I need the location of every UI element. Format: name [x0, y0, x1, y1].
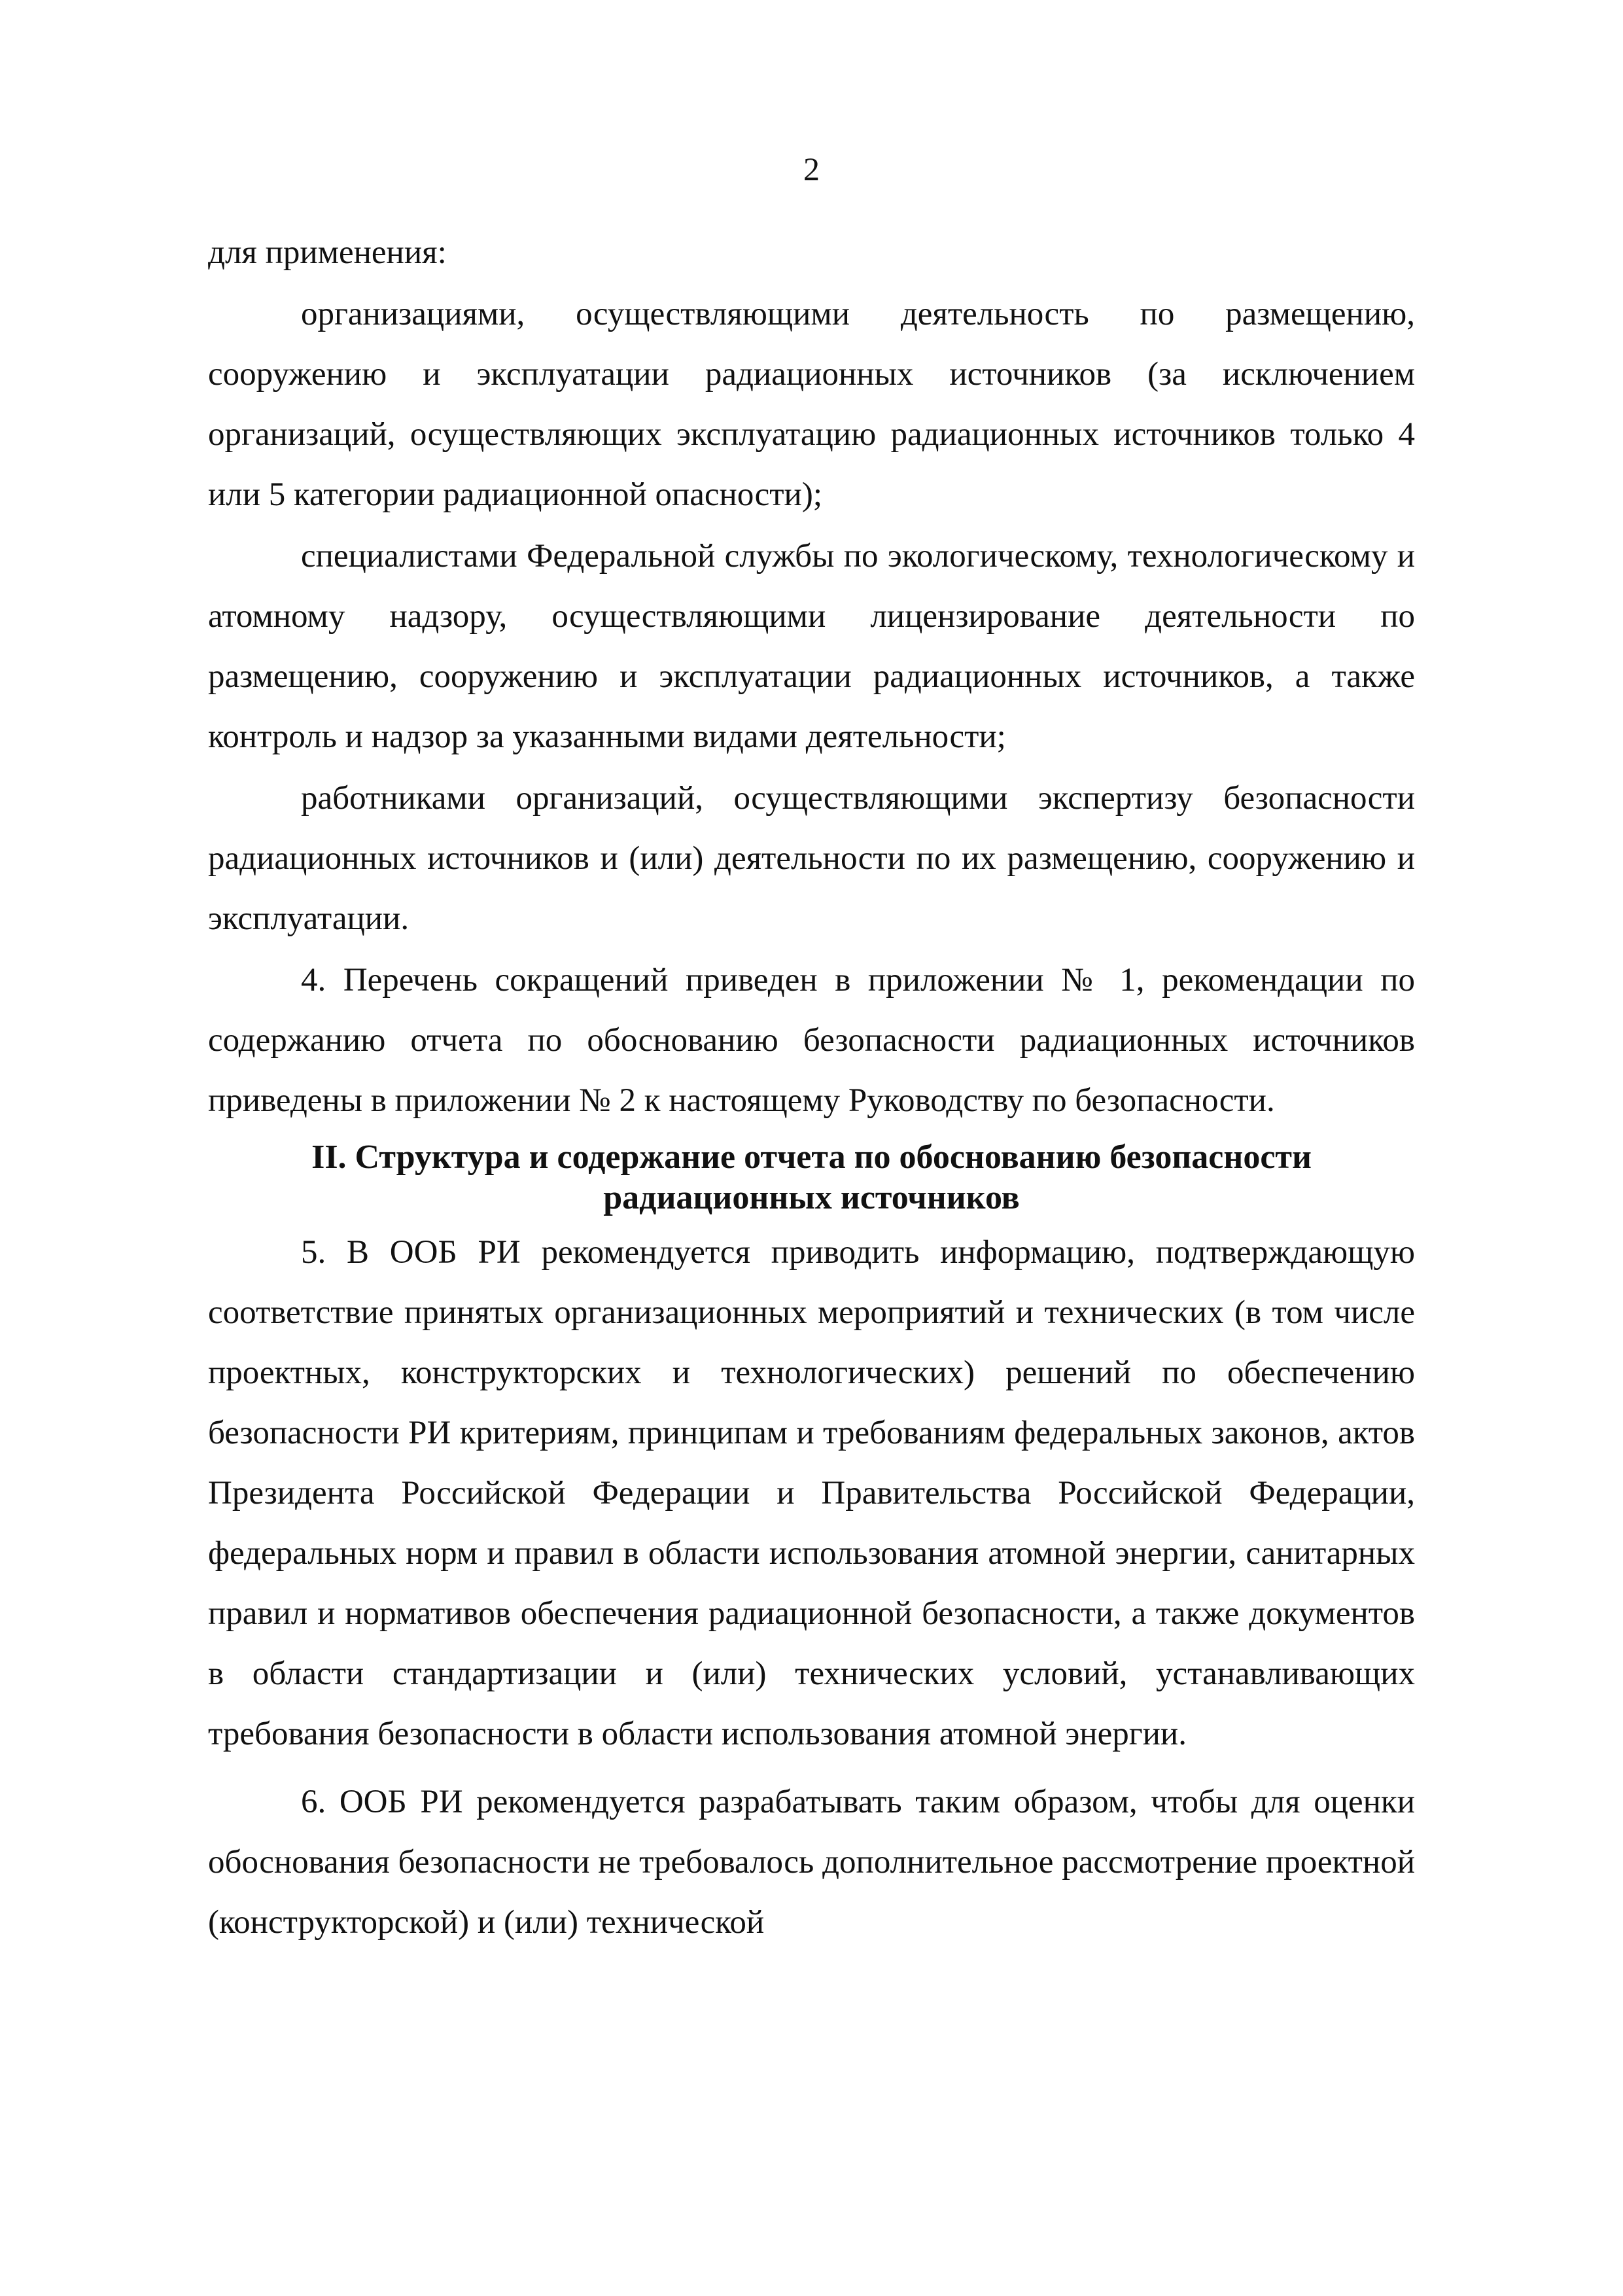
- page-number: 2: [803, 150, 820, 187]
- paragraph-6: 6. ООБ РИ рекомендуется разрабатывать таким образом, чтобы для оценки обоснования безопасности не требовалось дополнительное рассмотрение проектной (конструкторской) и (или) технической: [208, 1784, 1415, 1941]
- paragraph-5: 5. В ООБ РИ рекомендуется приводить информацию, подтверждающую соответствие принятых организационных мероприятий и технических (в том числе проектных, конструкторских и технологических) решений по обеспечению безопасности РИ критериям, принципам и требованиям федеральных законов, актов Президента Российской Федерации и Правительства Российской Федерации, федеральных норм и правил в области использования атомной энергии, санитарных правил и нормативов обеспечения радиационной безопасности, а также документов в области стандартизации и (или) технических условий, устанавливающих требования безопасности в области использования атомной энергии.: [208, 1234, 1415, 1752]
- paragraph-4: 4. Перечень сокращений приведен в приложении № 1, рекомендации по содержанию отчета по обоснованию безопасности радиационных источников приведены в приложении № 2 к настоящему Руководству по безопасности.: [208, 962, 1415, 1119]
- list-item-workers: работниками организаций, осуществляющими экспертизу безопасности радиационных источников и (или) деятельности по их размещению, сооружению и эксплуатации.: [208, 780, 1415, 937]
- section-heading-line-1: II. Структура и содержание отчета по обоснованию безопасности: [311, 1139, 1312, 1176]
- list-item-specialists: специалистами Федеральной службы по экологическому, технологическому и атомному надзору, осуществляющими лицензирование деятельности по размещению, сооружению и эксплуатации радиационных источников, а также контроль и надзор за указанными видами деятельности;: [208, 538, 1415, 755]
- section-heading: [208, 1137, 1415, 1218]
- document-body: [208, 222, 1415, 1952]
- intro-line: для применения:: [208, 234, 447, 271]
- list-item-organizations: организациями, осуществляющими деятельность по размещению, сооружению и эксплуатации радиационных источников (за исключением организаций, осуществляющих эксплуатацию радиационных источников только 4 или 5 категории радиационной опасности);: [208, 296, 1415, 513]
- section-heading-line-2: радиационных источников: [603, 1179, 1020, 1216]
